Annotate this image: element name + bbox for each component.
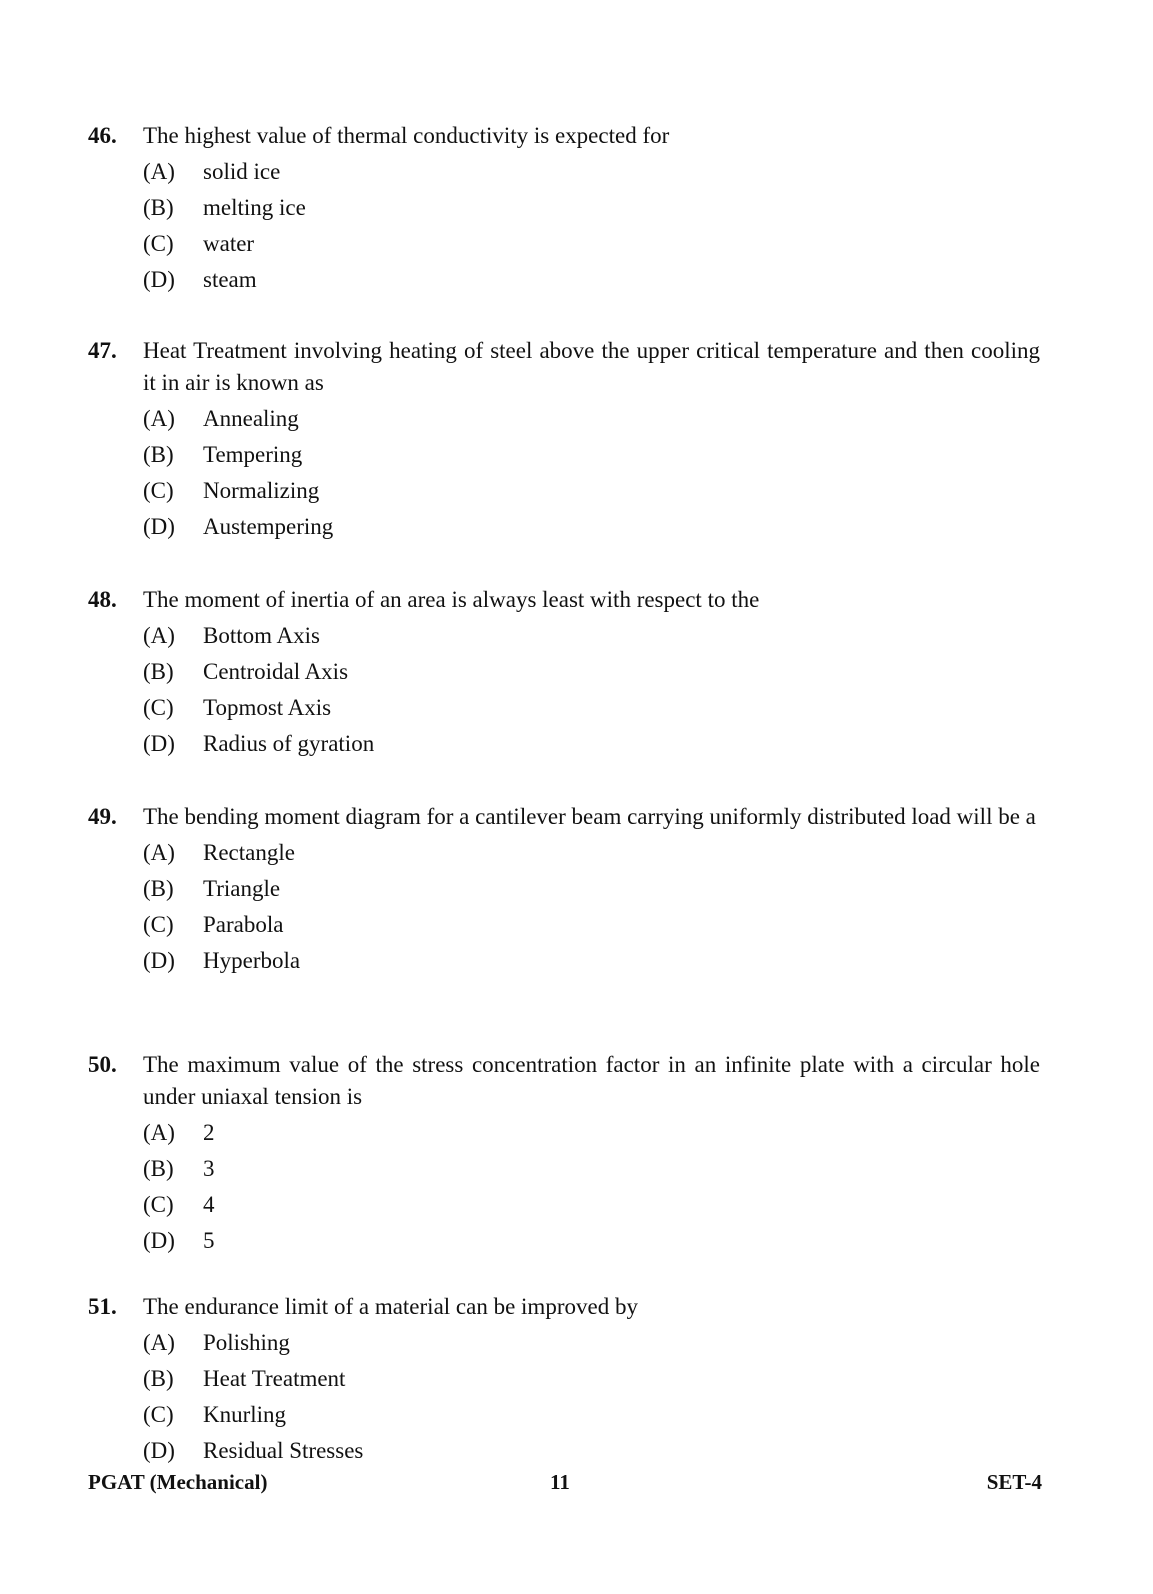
question-header [88, 1291, 1040, 1323]
option-d [143, 1223, 1040, 1259]
question-text: The highest value of thermal conductivity is expected for [143, 123, 670, 148]
option-letter: (D) [143, 267, 175, 292]
option-d [143, 726, 1040, 762]
option-text: Triangle [203, 876, 281, 901]
option-letter: (A) [143, 159, 175, 184]
question-number: 48. [88, 587, 117, 612]
option-text: water [203, 231, 255, 256]
option-text: Tempering [203, 442, 303, 467]
option-list [143, 154, 1040, 298]
option-text: Heat Treatment [203, 1366, 346, 1391]
option-letter: (C) [143, 231, 174, 256]
question-number: 47. [88, 338, 117, 363]
option-b [143, 1361, 1040, 1397]
question-header [88, 584, 1040, 616]
option-d [143, 1433, 1040, 1469]
option-letter: (D) [143, 1228, 175, 1253]
question-text: Heat Treatment involving heating of steel above the upper critical temperature and then cooling it in air is known as [143, 338, 1040, 395]
option-letter: (A) [143, 840, 175, 865]
option-d [143, 509, 1040, 545]
question-46 [88, 120, 1040, 298]
question-number: 46. [88, 123, 117, 148]
option-letter: (C) [143, 912, 174, 937]
option-c [143, 907, 1040, 943]
option-b [143, 1151, 1040, 1187]
footer-exam-title: PGAT (Mechanical) [88, 1470, 268, 1494]
question-49 [88, 801, 1040, 979]
option-text: Residual Stresses [203, 1438, 364, 1463]
option-letter: (D) [143, 948, 175, 973]
option-list [143, 618, 1040, 762]
option-a [143, 618, 1040, 654]
option-a [143, 401, 1040, 437]
question-header [88, 801, 1040, 833]
option-list [143, 835, 1040, 979]
question-number: 50. [88, 1052, 117, 1077]
question-number: 49. [88, 804, 117, 829]
option-text: 5 [203, 1228, 215, 1253]
option-a [143, 154, 1040, 190]
option-text: steam [203, 267, 257, 292]
question-48 [88, 584, 1040, 762]
option-text: 3 [203, 1156, 215, 1181]
option-a [143, 1325, 1040, 1361]
option-b [143, 871, 1040, 907]
option-c [143, 690, 1040, 726]
question-header [88, 120, 1040, 152]
option-letter: (D) [143, 731, 175, 756]
option-letter: (C) [143, 695, 174, 720]
question-50 [88, 1049, 1040, 1259]
option-letter: (B) [143, 442, 174, 467]
option-a [143, 1115, 1040, 1151]
question-text: The moment of inertia of an area is always least with respect to the [143, 587, 760, 612]
option-list [143, 401, 1040, 545]
option-b [143, 437, 1040, 473]
option-letter: (A) [143, 1330, 175, 1355]
option-c [143, 1187, 1040, 1223]
question-51 [88, 1291, 1040, 1469]
question-header [88, 335, 1040, 399]
option-text: Knurling [203, 1402, 287, 1427]
option-text: Parabola [203, 912, 284, 937]
option-letter: (D) [143, 1438, 175, 1463]
question-47 [88, 335, 1040, 545]
option-a [143, 835, 1040, 871]
option-letter: (B) [143, 1366, 174, 1391]
option-letter: (A) [143, 1120, 175, 1145]
question-header [88, 1049, 1040, 1113]
option-text: melting ice [203, 195, 306, 220]
page-footer [88, 1470, 1042, 1500]
option-text: Hyperbola [203, 948, 301, 973]
option-b [143, 654, 1040, 690]
question-text: The bending moment diagram for a cantilever beam carrying uniformly distributed load will be a [143, 804, 1036, 829]
option-text: Radius of gyration [203, 731, 375, 756]
option-c [143, 226, 1040, 262]
option-b [143, 190, 1040, 226]
option-text: Centroidal Axis [203, 659, 349, 684]
option-d [143, 943, 1040, 979]
option-letter: (C) [143, 1402, 174, 1427]
option-letter: (C) [143, 478, 174, 503]
option-text: Topmost Axis [203, 695, 332, 720]
option-list [143, 1115, 1040, 1259]
option-c [143, 473, 1040, 509]
option-letter: (A) [143, 406, 175, 431]
option-letter: (B) [143, 1156, 174, 1181]
question-number: 51. [88, 1294, 117, 1319]
question-text: The endurance limit of a material can be improved by [143, 1294, 638, 1319]
footer-set-label: SET-4 [986, 1470, 1042, 1494]
option-letter: (B) [143, 659, 174, 684]
option-text: Rectangle [203, 840, 295, 865]
option-text: solid ice [203, 159, 281, 184]
option-letter: (A) [143, 623, 175, 648]
option-c [143, 1397, 1040, 1433]
option-text: 4 [203, 1192, 215, 1217]
option-text: Normalizing [203, 478, 320, 503]
option-list [143, 1325, 1040, 1469]
option-text: 2 [203, 1120, 215, 1145]
option-text: Polishing [203, 1330, 290, 1355]
option-letter: (C) [143, 1192, 174, 1217]
option-letter: (B) [143, 195, 174, 220]
footer-page-number: 11 [550, 1470, 570, 1494]
option-letter: (B) [143, 876, 174, 901]
option-text: Bottom Axis [203, 623, 320, 648]
question-text: The maximum value of the stress concentration factor in an infinite plate with a circular hole under uniaxal tension is [143, 1052, 1040, 1109]
option-text: Austempering [203, 514, 334, 539]
option-text: Annealing [203, 406, 299, 431]
option-letter: (D) [143, 514, 175, 539]
option-d [143, 262, 1040, 298]
